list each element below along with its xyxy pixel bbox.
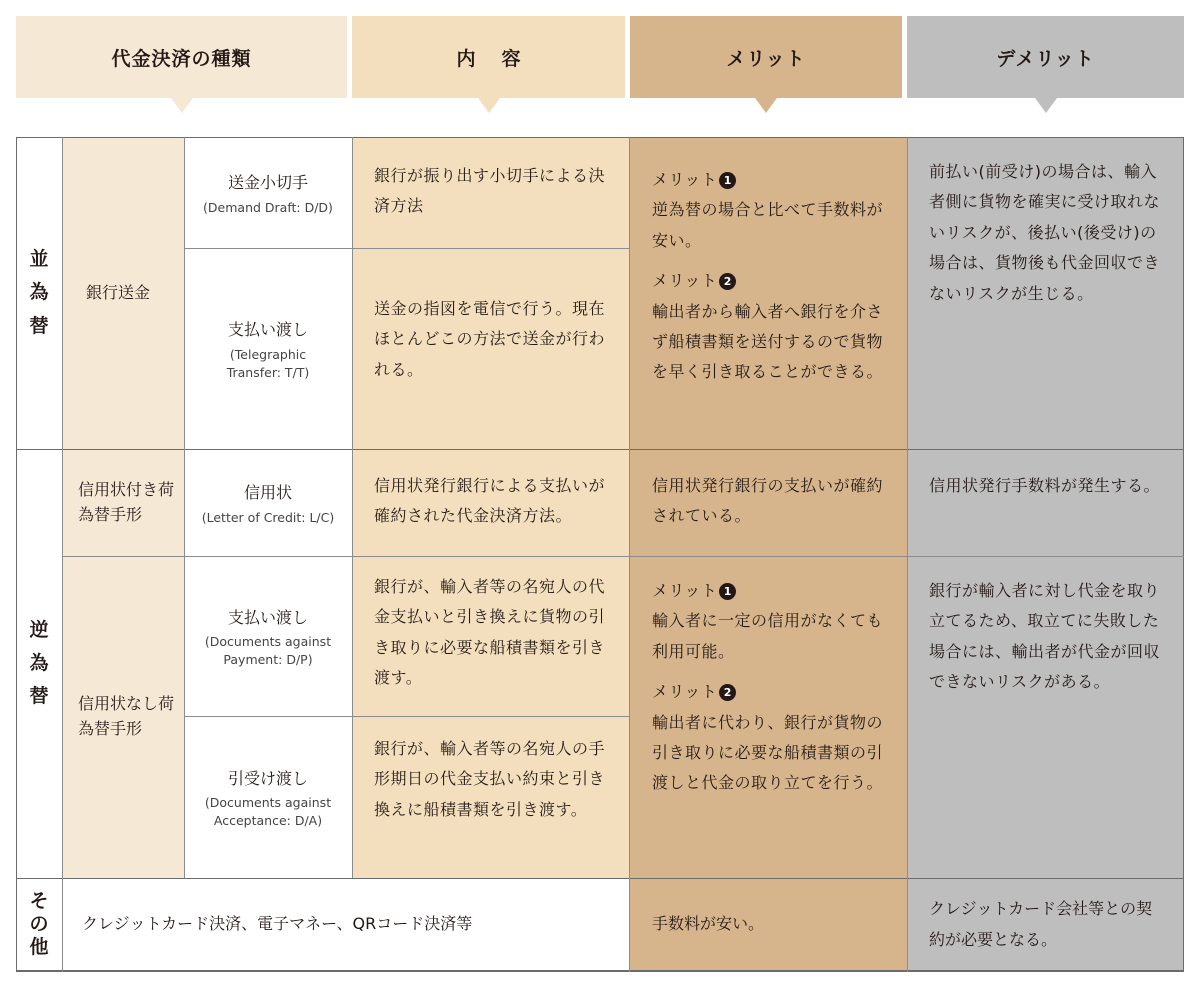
section-nami: 並為替 (16, 137, 62, 449)
nami-demerit: 前払い(前受け)の場合は、輸入者側に貨物を確実に受け取れないリスクが、後払い(後受け)の場合は、貨物後も代金回収できないリスクが生じる。 (907, 137, 1184, 449)
section-divider-2 (16, 878, 1184, 879)
border-left (16, 137, 17, 972)
dd-sub: (Demand Draft: D/D) (203, 199, 333, 215)
gyaku-merit: メリット 1 輸入者に一定の信用がなくても利用可能。 メリット 2 輸出者に代わり、銀行が貨物の引き取りに必要な船積書類の引渡しと代金の取り立てを行う。 (630, 556, 907, 878)
border-right (1183, 137, 1184, 972)
lc-content: 信用状発行銀行による支払いが確約された代金決済方法。 (352, 449, 630, 556)
section-other: その他 (16, 878, 62, 971)
border-bottom (16, 970, 1184, 972)
lc-merit: 信用状発行銀行の支払いが確約されている。 (630, 449, 907, 556)
dd-content: 銀行が振り出す小切手による決済方法 (352, 137, 630, 248)
nami-merit-heading-2: メリット 2 (652, 266, 887, 296)
da-sub: (Documents against Acceptance: D/A) (204, 795, 332, 829)
other-type-cell: クレジットカード決済、電子マネー、QRコード決済等 (62, 878, 630, 971)
lc-name: 信用状 (243, 483, 292, 503)
section-gyaku: 逆為替 (16, 449, 62, 878)
tt-sub: (Telegraphic Transfer: T/T) (226, 346, 310, 380)
number-2-icon: 2 (719, 684, 736, 701)
bank-transfer-cell: 銀行送金 (62, 137, 184, 449)
vline-5 (907, 137, 908, 972)
other-merit: 手数料が安い。 (630, 878, 907, 971)
number-2-icon: 2 (719, 273, 736, 290)
hline-dp (184, 716, 630, 717)
dp-content: 銀行が、輸入者等の名宛人の代金支払いと引き換えに貨物の引き取りに必要な船積書類を引き渡す。 (352, 556, 630, 716)
nolc-type-cell: 信用状なし荷為替手形 (62, 556, 184, 878)
lc-demerit: 信用状発行手数料が発生する。 (907, 449, 1184, 556)
da-content: 銀行が、輸入者等の名宛人の手形期日の代金支払い約束と引き換えに船積書類を引き渡す。 (352, 716, 630, 878)
hline-dd (184, 248, 630, 249)
tt-name: 支払い渡し (227, 320, 308, 340)
header-merit: メリット (630, 16, 902, 98)
da-cell (184, 716, 352, 878)
tt-content: 送金の指図を電信で行う。現在ほとんどこの方法で送金が行われる。 (352, 248, 630, 449)
nami-merit: メリット 1 逆為替の場合と比べて手数料が安い。 メリット 2 輸出者から輸入者へ銀行を介さず船積書類を送付するので貨物を早く引き取ることができる。 (630, 137, 907, 449)
hline-lc (62, 556, 1184, 557)
dp-sub: (Documents against Payment: D/P) (204, 634, 332, 668)
vline-1 (62, 137, 63, 972)
tt-cell (184, 248, 352, 449)
dd-name: 送金小切手 (227, 173, 308, 193)
header-type: 代金決済の種類 (16, 16, 347, 98)
gyaku-merit-heading-2: メリット 2 (652, 677, 887, 707)
da-name: 引受け渡し (227, 768, 308, 788)
border-top (16, 137, 1184, 138)
dd-cell (184, 137, 352, 248)
header-demerit: デメリット (907, 16, 1184, 98)
nami-merit-heading-1: メリット 1 (652, 165, 887, 195)
dp-cell (184, 556, 352, 716)
header-content: 内容 (352, 16, 625, 98)
number-1-icon: 1 (719, 583, 736, 600)
number-1-icon: 1 (719, 172, 736, 189)
gyaku-merit-heading-1: メリット 1 (652, 576, 887, 606)
dp-name: 支払い渡し (227, 607, 308, 627)
vline-4 (629, 137, 630, 972)
gyaku-demerit: 銀行が輸入者に対し代金を取り立てるため、取立てに失敗した場合には、輸出者が代金が回収できないリスクがある。 (907, 556, 1184, 878)
section-divider-1 (16, 449, 1184, 450)
lc-type-cell: 信用状付き荷為替手形 (62, 449, 184, 556)
other-demerit: クレジットカード会社等との契約が必要となる。 (907, 878, 1184, 971)
lc-cell (184, 449, 352, 556)
lc-sub: (Letter of Credit: L/C) (201, 509, 335, 525)
